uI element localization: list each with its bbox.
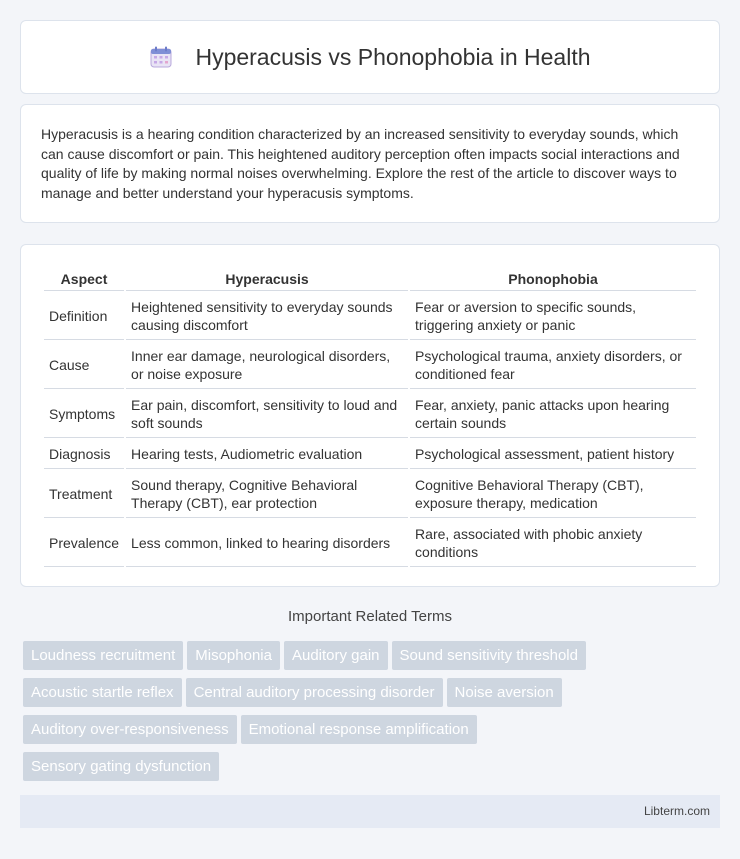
term-tag[interactable]: Loudness recruitment [23,641,183,670]
comparison-table-card [20,244,720,587]
footer-site-link[interactable]: Libterm.com [643,804,710,818]
term-tag[interactable]: Sensory gating dysfunction [23,752,219,781]
term-tag[interactable]: Emotional response amplification [241,715,477,744]
table-row [44,391,696,438]
related-terms-title: Important Related Terms [288,608,452,625]
term-tag[interactable]: Central auditory processing disorder [186,678,443,707]
cell-phonophobia: Psychological trauma, anxiety disorders, or conditioned fear [410,342,696,389]
header-card [20,20,720,94]
cell-hyperacusis: Heightened sensitivity to everyday sounds causing discomfort [126,293,408,340]
comparison-table [42,265,698,569]
table-row [44,342,696,389]
cell-aspect: Cause [44,342,124,389]
column-header-phonophobia: Phonophobia [410,267,696,291]
cell-hyperacusis: Ear pain, discomfort, sensitivity to loud and soft sounds [126,391,408,438]
table-row [44,471,696,518]
cell-hyperacusis: Sound therapy, Cognitive Behavioral Therapy (CBT), ear protection [126,471,408,518]
column-header-hyperacusis: Hyperacusis [126,267,408,291]
cell-phonophobia: Fear or aversion to specific sounds, triggering anxiety or panic [410,293,696,340]
related-terms-list [23,641,723,789]
cell-phonophobia: Fear, anxiety, panic attacks upon hearing certain sounds [410,391,696,438]
term-tag[interactable]: Misophonia [187,641,280,670]
cell-hyperacusis: Inner ear damage, neurological disorders, or noise exposure [126,342,408,389]
term-tag[interactable]: Auditory over-responsiveness [23,715,237,744]
intro-card [20,104,720,223]
cell-hyperacusis: Hearing tests, Audiometric evaluation [126,440,408,469]
cell-aspect: Treatment [44,471,124,518]
calendar-icon [149,45,173,69]
term-tag[interactable]: Noise aversion [447,678,562,707]
cell-aspect: Prevalence [44,520,124,567]
cell-phonophobia: Cognitive Behavioral Therapy (CBT), exposure therapy, medication [410,471,696,518]
intro-text: Hyperacusis is a hearing condition characterized by an increased sensitivity to everyday sounds, which can cause discomfort or pain. This heightened auditory perception often impacts social interactions and quality of life by making normal noises overwhelming. Explore the rest of the article to discover ways to manage and better understand your hyperacusis symptoms. [41,126,680,201]
cell-phonophobia: Rare, associated with phobic anxiety conditions [410,520,696,567]
footer [20,795,720,828]
table-row [44,440,696,469]
term-tag[interactable]: Sound sensitivity threshold [392,641,586,670]
column-header-aspect: Aspect [44,267,124,291]
table-row [44,520,696,567]
table-header-row [44,267,696,291]
cell-hyperacusis: Less common, linked to hearing disorders [126,520,408,567]
term-tag[interactable]: Acoustic startle reflex [23,678,182,707]
cell-phonophobia: Psychological assessment, patient history [410,440,696,469]
cell-aspect: Diagnosis [44,440,124,469]
cell-aspect: Symptoms [44,391,124,438]
page-title: Hyperacusis vs Phonophobia in Health [195,43,591,70]
cell-aspect: Definition [44,293,124,340]
table-row [44,293,696,340]
term-tag[interactable]: Auditory gain [284,641,388,670]
